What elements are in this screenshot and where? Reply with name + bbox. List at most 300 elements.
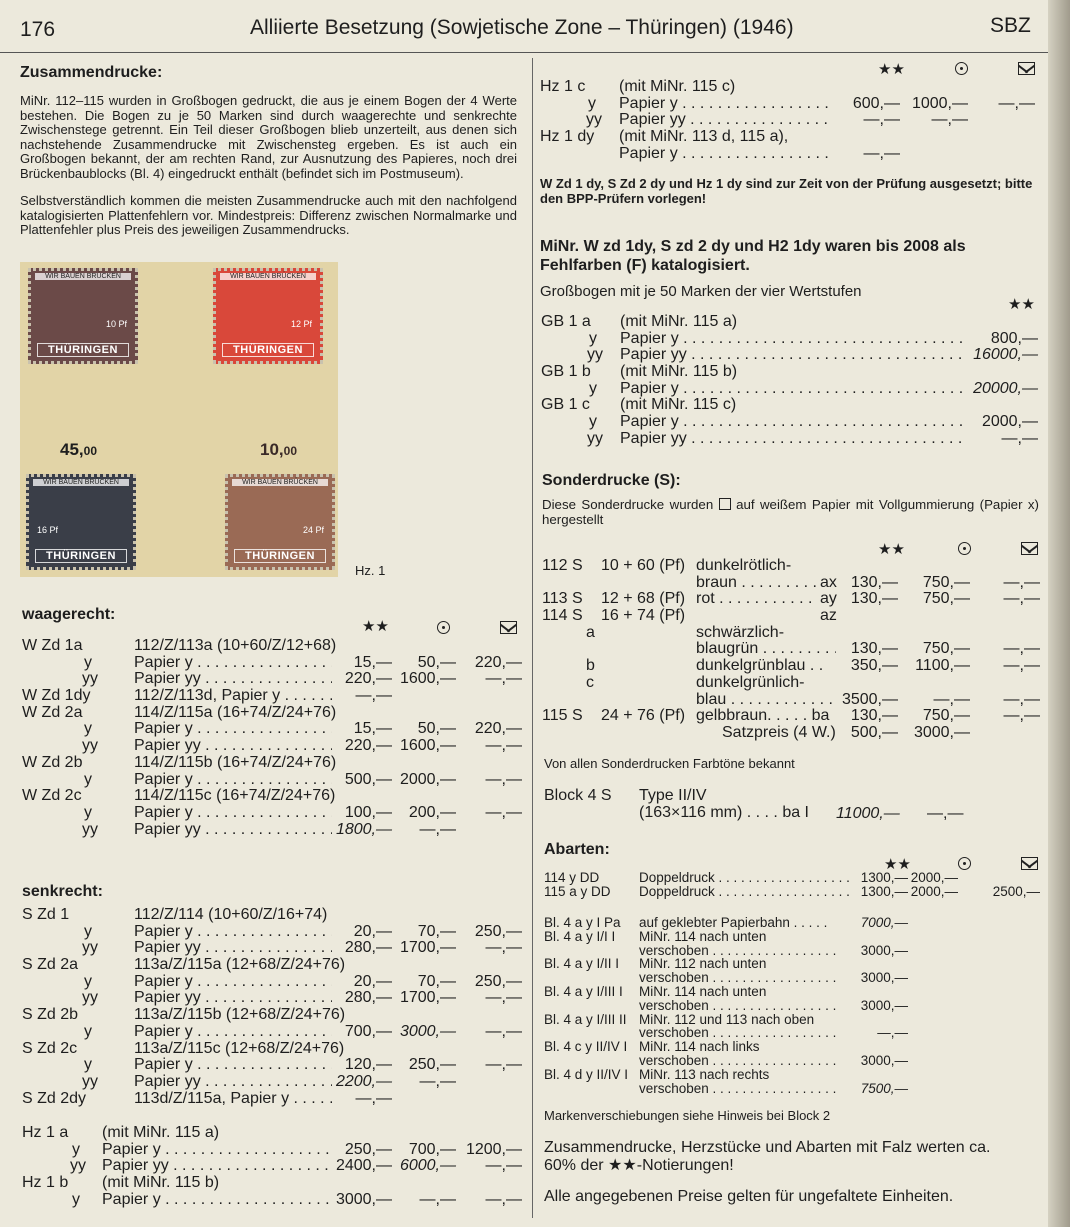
price-mint: 20000,— bbox=[973, 379, 1038, 397]
waagerecht-list bbox=[22, 638, 522, 838]
price-row bbox=[22, 788, 522, 805]
entry-desc: Papier y . . . bbox=[134, 772, 332, 789]
price-mint: 350,— bbox=[850, 657, 898, 675]
price-mint: 280,— bbox=[344, 989, 392, 1007]
entry-id: Bl. 4 a y I/II I bbox=[544, 956, 620, 972]
farbtoene-note: Von allen Sonderdrucken Farbtöne bekannt bbox=[544, 756, 795, 771]
entry-type: az bbox=[820, 607, 837, 625]
entry-desc: Papier y . . . bbox=[620, 331, 962, 348]
entry-desc: MiNr. 112 nach unten bbox=[639, 956, 767, 972]
section-label: SBZ bbox=[990, 14, 1031, 37]
stamp-block-photo bbox=[20, 262, 338, 577]
price-mint: 130,— bbox=[850, 573, 898, 591]
price-mint: 130,— bbox=[850, 707, 898, 725]
waagerecht-section bbox=[22, 606, 522, 838]
price-used: 1600,— bbox=[399, 737, 456, 755]
grossbogen-row bbox=[540, 381, 1040, 398]
price-row bbox=[22, 671, 522, 688]
entry-value: 16 + 74 (Pf) bbox=[601, 607, 686, 625]
entry-desc: (mit MiNr. 115 a) bbox=[102, 1124, 220, 1141]
price-used: 1000,— bbox=[911, 94, 968, 112]
stamp-name: THÜRINGEN bbox=[35, 549, 127, 563]
block-size: (163×116 mm) . . . . ba I bbox=[639, 803, 809, 821]
entry-desc: verschoben . . . bbox=[639, 999, 839, 1013]
entry-desc: Papier yy . . . bbox=[620, 347, 962, 364]
price-cover: 250,— bbox=[474, 922, 522, 940]
price-mint: 2400,— bbox=[335, 1157, 392, 1175]
grossbogen-row bbox=[540, 414, 1040, 431]
price-row bbox=[540, 146, 1040, 163]
mint-symbol: ★★ bbox=[362, 618, 389, 635]
price-left-cents: 00 bbox=[83, 444, 97, 458]
entry-id: Bl. 4 c y II/IV I bbox=[544, 1039, 628, 1055]
entry-id: yy bbox=[82, 939, 98, 957]
stamp-name: THÜRINGEN bbox=[234, 549, 326, 563]
price-mint: —,— bbox=[863, 144, 900, 162]
entry-desc: Papier y . . . bbox=[134, 721, 332, 738]
entry-desc: verschoben . . . bbox=[639, 944, 839, 958]
entry-desc: Papier y . . . bbox=[134, 1024, 332, 1041]
entry-desc: 112/Z/113d, Papier y . . . bbox=[134, 688, 332, 705]
zusammendrucke-paragraph-2: Selbstverständlich kommen die meisten Zusammendrucke auch mit den nachfolgend katalogisierten Plattenfehlern vor. Mindestpreis: Differenz zwischen Normalmarke und Plattenfehler plus Preis des jeweiligen Zusammendrucks. bbox=[20, 193, 517, 237]
entry-id: yy bbox=[82, 737, 98, 755]
price-cover: —,— bbox=[1003, 690, 1040, 708]
sonderdruck-row bbox=[542, 708, 1040, 725]
entry-id: S Zd 2c bbox=[22, 1039, 78, 1057]
sonderdruck-row bbox=[542, 641, 1040, 658]
ungefaltet-note: Alle angegebenen Preise gelten für ungefaltete Einheiten. bbox=[544, 1188, 954, 1205]
entry-desc: 113a/Z/115a (12+68/Z/24+76) bbox=[134, 956, 346, 974]
entry-id: yy bbox=[586, 111, 602, 129]
herzstueck-right-section bbox=[540, 79, 1040, 162]
price-cover: —,— bbox=[485, 670, 522, 688]
entry-desc: Papier yy . . . bbox=[134, 738, 332, 755]
abart-row bbox=[544, 957, 1040, 971]
sonderdrucke-text bbox=[542, 498, 1039, 527]
price-mint: 120,— bbox=[344, 1056, 392, 1074]
entry-color: dunkelgrünblau . . bbox=[696, 657, 824, 675]
senkrecht-section bbox=[22, 883, 522, 1107]
entry-color: dunkelgrünlich- bbox=[696, 673, 805, 691]
entry-id: y bbox=[72, 1140, 80, 1158]
circle-dot-icon bbox=[955, 62, 968, 79]
price-row bbox=[22, 721, 522, 738]
falz-note-part-b: -Notierungen! bbox=[636, 1157, 734, 1174]
entry-id: W Zd 2a bbox=[22, 703, 83, 721]
entry-desc: Papier y . . . bbox=[620, 381, 962, 398]
doppeldruck-row bbox=[544, 885, 1040, 899]
stamp-caption: WIR BAUEN BRÜCKEN bbox=[33, 479, 129, 486]
entry-desc: Papier y . . . bbox=[134, 924, 332, 941]
block-price-mint: 11000,— bbox=[836, 805, 900, 822]
entry-desc: (mit MiNr. 113 d, 115 a), bbox=[619, 128, 789, 146]
entry-type: ay bbox=[820, 590, 837, 608]
price-cover: 250,— bbox=[474, 972, 522, 990]
entry-desc: 113a/Z/115c (12+68/Z/24+76) bbox=[134, 1039, 345, 1057]
stamp-caption: WIR BAUEN BRÜCKEN bbox=[220, 273, 316, 280]
doppeldruck-list bbox=[544, 871, 1040, 899]
price-mint: 3000,— bbox=[860, 942, 908, 958]
price-cover: —,— bbox=[485, 939, 522, 957]
sonderdrucke-text-1: Diese Sonderdrucke wurden bbox=[542, 497, 714, 512]
mint-symbol: ★★ bbox=[1008, 296, 1035, 313]
price-mint: 15,— bbox=[353, 720, 392, 738]
entry-desc: Papier y . . . bbox=[134, 1057, 332, 1074]
price-cover: 1200,— bbox=[465, 1140, 522, 1158]
entry-id: b bbox=[586, 657, 595, 675]
page-header bbox=[0, 0, 1070, 53]
entry-desc: (mit MiNr. 115 a) bbox=[620, 313, 738, 330]
entry-desc: MiNr. 114 nach unten bbox=[639, 983, 767, 999]
price-used: 250,— bbox=[408, 1056, 456, 1074]
entry-id: Bl. 4 d y II/IV I bbox=[544, 1066, 629, 1082]
entry-id: y bbox=[84, 1022, 92, 1040]
entry-desc: verschoben . . . bbox=[639, 1054, 839, 1068]
entry-desc: (mit MiNr. 115 c) bbox=[620, 396, 737, 414]
page-title: Alliierte Besetzung (Sowjetische Zone – Thüringen) (1946) bbox=[250, 16, 794, 39]
price-row bbox=[22, 1091, 522, 1108]
price-row bbox=[540, 96, 1040, 113]
entry-desc: Papier yy . . . bbox=[620, 431, 962, 448]
price-mint: 1800,— bbox=[335, 820, 392, 838]
price-row bbox=[22, 974, 522, 991]
grossbogen-row bbox=[540, 347, 1040, 364]
price-mint: 220,— bbox=[344, 670, 392, 688]
entry-id: Bl. 4 a y I/III I bbox=[544, 983, 623, 999]
sonderdruck-row bbox=[542, 591, 1040, 608]
sonderdruck-row bbox=[542, 608, 1040, 625]
envelope-icon bbox=[1021, 542, 1038, 559]
intro-section bbox=[20, 64, 517, 238]
price-mint: —,— bbox=[863, 111, 900, 129]
grossbogen-row bbox=[540, 397, 1040, 414]
entry-id: 114 y DD bbox=[544, 870, 600, 885]
stamp-value: 12 Pf bbox=[290, 319, 312, 329]
senkrecht-list bbox=[22, 907, 522, 1107]
price-used: 70,— bbox=[417, 922, 456, 940]
entry-id: yy bbox=[82, 1072, 98, 1090]
entry-id: y bbox=[589, 329, 597, 347]
envelope-icon bbox=[500, 621, 517, 638]
price-used: —,— bbox=[931, 111, 968, 129]
block-price-used: —,— bbox=[927, 805, 964, 822]
price-cover: —,— bbox=[485, 989, 522, 1007]
price-used: 1100,— bbox=[915, 657, 970, 675]
entry-desc: Papier y . . . bbox=[102, 1192, 332, 1209]
price-cover: 2500,— bbox=[992, 883, 1040, 899]
entry-id: GB 1 a bbox=[541, 313, 591, 330]
entry-id: y bbox=[84, 720, 92, 738]
entry-id: c bbox=[586, 673, 594, 691]
price-mint: —,— bbox=[355, 1089, 392, 1107]
price-row bbox=[22, 805, 522, 822]
price-row bbox=[22, 940, 522, 957]
price-used: 3000,— bbox=[399, 1022, 456, 1040]
entry-desc: Papier y . . . bbox=[619, 96, 832, 113]
price-cover: —,— bbox=[485, 737, 522, 755]
price-row bbox=[22, 1007, 522, 1024]
price-row bbox=[22, 772, 522, 789]
sonderdruck-row bbox=[542, 692, 1040, 709]
entry-desc: (mit MiNr. 115 b) bbox=[102, 1174, 220, 1192]
entry-color: blaugrün . . . bbox=[696, 641, 836, 658]
block-4s-entry bbox=[544, 788, 1040, 828]
price-used: 2000,— bbox=[910, 883, 958, 899]
abart-row bbox=[544, 1013, 1040, 1027]
falz-note bbox=[544, 1139, 1044, 1175]
entry-id: GB 1 b bbox=[541, 363, 591, 381]
entry-id: 112 S bbox=[542, 557, 583, 574]
doppeldruck-row bbox=[544, 871, 1040, 885]
entry-desc: 114/Z/115b (16+74/Z/24+76) bbox=[134, 753, 337, 771]
price-used: 200,— bbox=[408, 803, 456, 821]
entry-id: y bbox=[84, 803, 92, 821]
price-used: 2000,— bbox=[399, 770, 456, 788]
abart-row bbox=[544, 1082, 1040, 1096]
abart-row bbox=[544, 1068, 1040, 1082]
entry-desc: Doppeldruck . . . bbox=[639, 871, 853, 885]
entry-id: S Zd 2b bbox=[22, 1006, 79, 1024]
price-row bbox=[22, 755, 522, 772]
price-row bbox=[22, 1158, 522, 1175]
entry-desc: Papier yy . . . bbox=[134, 671, 332, 688]
sonderdrucke-section bbox=[542, 472, 1039, 527]
entry-id: Hz 1 b bbox=[22, 1174, 69, 1192]
mint-symbol: ★★ bbox=[878, 61, 905, 78]
abarten-top-table bbox=[544, 871, 1040, 899]
price-mint: 15,— bbox=[353, 653, 392, 671]
price-cover: —,— bbox=[1003, 640, 1040, 658]
block-type: Type II/IV bbox=[639, 787, 707, 804]
price-cover: 220,— bbox=[474, 653, 522, 671]
abart-row bbox=[544, 1054, 1040, 1068]
entry-id: Bl. 4 a y I Pa bbox=[544, 915, 621, 930]
entry-desc: verschoben . . . bbox=[639, 971, 839, 985]
price-row bbox=[22, 1175, 522, 1192]
price-mint: 2200,— bbox=[335, 1072, 392, 1090]
price-mint: —,— bbox=[355, 687, 392, 705]
grossbogen-row bbox=[540, 364, 1040, 381]
price-used: 1700,— bbox=[399, 939, 456, 957]
entry-id: 115 S bbox=[542, 707, 583, 725]
price-row bbox=[22, 1057, 522, 1074]
entry-id: y bbox=[84, 922, 92, 940]
price-cover: —,— bbox=[998, 94, 1035, 112]
zusammendrucke-heading: Zusammendrucke: bbox=[20, 64, 163, 81]
herzstueck-left-list bbox=[22, 1125, 522, 1208]
price-used: —,— bbox=[419, 1190, 456, 1208]
price-row bbox=[22, 907, 522, 924]
entry-desc: Papier y . . . bbox=[102, 1142, 332, 1159]
price-used: 750,— bbox=[922, 590, 970, 608]
entry-id: S Zd 2a bbox=[22, 956, 79, 974]
entry-id: S Zd 1 bbox=[22, 906, 70, 923]
entry-desc: Papier yy . . . bbox=[134, 990, 332, 1007]
price-mint: 1300,— bbox=[860, 870, 908, 885]
verschiebung-list bbox=[544, 916, 1040, 1095]
entry-id: yy bbox=[587, 346, 603, 364]
falz-note-line-2 bbox=[544, 1157, 1044, 1175]
price-mint: 3000,— bbox=[860, 1052, 908, 1068]
abart-row bbox=[544, 1040, 1040, 1054]
entry-desc: Doppeldruck . . . bbox=[639, 885, 853, 899]
price-mint: 3000,— bbox=[860, 970, 908, 986]
stamp-value: 24 Pf bbox=[302, 525, 324, 535]
price-mint: 130,— bbox=[850, 640, 898, 658]
price-row bbox=[22, 1125, 522, 1142]
price-mint: 600,— bbox=[852, 94, 900, 112]
herzstueck-right-list bbox=[540, 79, 1040, 162]
price-mint: 220,— bbox=[344, 737, 392, 755]
entry-id: yy bbox=[82, 820, 98, 838]
price-cover: —,— bbox=[485, 1022, 522, 1040]
sonderdruck-row bbox=[542, 725, 1040, 742]
grossbogen-row bbox=[540, 431, 1040, 448]
entry-desc: Papier y . . . bbox=[620, 414, 962, 431]
price-mint: 7000,— bbox=[860, 915, 908, 930]
price-mint: —,— bbox=[877, 1025, 908, 1041]
herzstueck-left-section bbox=[22, 1125, 522, 1208]
stamp-24pf bbox=[225, 474, 335, 570]
entry-id: y bbox=[84, 972, 92, 990]
price-cover: —,— bbox=[1003, 657, 1040, 675]
price-row bbox=[22, 1142, 522, 1159]
abarten-heading: Abarten: bbox=[544, 841, 610, 858]
entry-desc: MiNr. 112 und 113 nach oben bbox=[639, 1011, 815, 1027]
entry-desc: Papier y . . . bbox=[134, 974, 332, 991]
entry-id: y bbox=[84, 770, 92, 788]
entry-desc: Papier y . . . bbox=[619, 146, 832, 163]
abart-row bbox=[544, 916, 1040, 930]
circle-dot-icon bbox=[437, 621, 450, 638]
price-mint: —,— bbox=[1001, 429, 1038, 447]
sonderdruck-row bbox=[542, 558, 1040, 575]
entry-desc: 112/Z/113a (10+60/Z/12+68) bbox=[134, 637, 337, 654]
entry-id: yy bbox=[82, 989, 98, 1007]
entry-value: 10 + 60 (Pf) bbox=[601, 557, 686, 574]
entry-desc: Papier yy . . . bbox=[619, 112, 832, 129]
abarten-table bbox=[544, 916, 1040, 1095]
price-mint: 700,— bbox=[344, 1022, 392, 1040]
price-row bbox=[22, 738, 522, 755]
price-row bbox=[22, 822, 522, 839]
senkrecht-heading: senkrecht: bbox=[22, 883, 103, 900]
entry-id: Bl. 4 a y I/I I bbox=[544, 928, 616, 944]
entry-color: schwärzlich- bbox=[696, 623, 785, 641]
entry-desc: 112/Z/114 (10+60/Z/16+74) bbox=[134, 906, 328, 923]
entry-id: W Zd 1a bbox=[22, 637, 83, 654]
entry-id: 114 S bbox=[542, 607, 583, 625]
price-row bbox=[22, 655, 522, 672]
price-row bbox=[22, 1192, 522, 1209]
price-label-right bbox=[260, 440, 297, 460]
entry-color: blau . . . bbox=[696, 692, 836, 709]
price-used: 3000,— bbox=[913, 723, 970, 741]
abart-row bbox=[544, 985, 1040, 999]
falz-note-line-1: Zusammendrucke, Herzstücke und Abarten mit Falz werten ca. bbox=[544, 1139, 991, 1156]
price-used: 750,— bbox=[922, 573, 970, 591]
entry-type: ax bbox=[820, 573, 837, 591]
entry-id: yy bbox=[587, 429, 603, 447]
price-cover: —,— bbox=[485, 803, 522, 821]
sonderdrucke-table bbox=[542, 558, 1040, 742]
price-row bbox=[540, 79, 1040, 96]
entry-value: 24 + 76 (Pf) bbox=[601, 707, 686, 725]
price-row bbox=[22, 957, 522, 974]
sonderdruck-row bbox=[542, 675, 1040, 692]
price-row bbox=[22, 1041, 522, 1058]
entry-id: y bbox=[589, 379, 597, 397]
price-cover: —,— bbox=[485, 1056, 522, 1074]
price-used: 2000,— bbox=[910, 870, 958, 885]
price-cover: —,— bbox=[485, 770, 522, 788]
price-used: 50,— bbox=[417, 653, 456, 671]
abart-row bbox=[544, 999, 1040, 1013]
price-used: 700,— bbox=[408, 1140, 456, 1158]
fehlfarben-heading: MiNr. W zd 1dy, S zd 2 dy und H2 1dy waren bis 2008 als Fehlfarben (F) katalogisiert. bbox=[540, 238, 966, 274]
abart-row bbox=[544, 1026, 1040, 1040]
entry-id: Hz 1 a bbox=[22, 1124, 69, 1141]
price-row bbox=[22, 705, 522, 722]
price-label-left bbox=[60, 440, 97, 460]
price-used: 6000,— bbox=[399, 1157, 456, 1175]
price-used: 1700,— bbox=[399, 989, 456, 1007]
circle-dot-icon bbox=[958, 542, 971, 559]
stamp-16pf bbox=[26, 474, 136, 570]
entry-desc: verschoben . . . bbox=[639, 1026, 839, 1040]
stamp-name: THÜRINGEN bbox=[222, 343, 314, 357]
entry-id: y bbox=[84, 653, 92, 671]
abart-row bbox=[544, 971, 1040, 985]
price-mint: 1300,— bbox=[860, 883, 908, 899]
entry-id: yy bbox=[70, 1157, 86, 1175]
entry-desc: auf geklebter Papierbahn . . . . . bbox=[639, 915, 828, 930]
entry-id: y bbox=[84, 1056, 92, 1074]
grossbogen-row bbox=[540, 331, 1040, 348]
price-mint: 500,— bbox=[850, 723, 898, 741]
stamp-value: 10 Pf bbox=[105, 319, 127, 329]
entry-desc: MiNr. 113 nach rechts bbox=[639, 1066, 770, 1082]
entry-desc: 113a/Z/115b (12+68/Z/24+76) bbox=[134, 1006, 346, 1024]
price-mint: 280,— bbox=[344, 939, 392, 957]
entry-desc: 114/Z/115c (16+74/Z/24+76) bbox=[134, 787, 336, 805]
entry-color: gelbbraun. . . . . ba bbox=[696, 707, 830, 725]
stamp-12pf bbox=[213, 268, 323, 364]
price-left-value: 45, bbox=[60, 440, 84, 459]
waagerecht-heading: waagerecht: bbox=[22, 606, 116, 623]
entry-id: 113 S bbox=[542, 590, 583, 608]
entry-id: W Zd 2c bbox=[22, 787, 82, 805]
entry-id: Hz 1 dy bbox=[540, 128, 595, 146]
sonderdrucke-list bbox=[542, 558, 1040, 742]
price-cover: —,— bbox=[485, 1190, 522, 1208]
entry-id: yy bbox=[82, 670, 98, 688]
price-row bbox=[22, 990, 522, 1007]
price-right-value: 10, bbox=[260, 440, 284, 459]
entry-desc: Papier y . . . bbox=[134, 655, 332, 672]
price-mint: 2000,— bbox=[981, 413, 1038, 431]
price-mint: 3500,— bbox=[841, 690, 898, 708]
entry-desc: 113d/Z/115a, Papier y . . . bbox=[134, 1091, 332, 1108]
price-used: —,— bbox=[419, 1072, 456, 1090]
price-row bbox=[22, 688, 522, 705]
price-used: 70,— bbox=[417, 972, 456, 990]
price-cover: —,— bbox=[1003, 707, 1040, 725]
grossbogen-list bbox=[540, 314, 1040, 448]
entry-id: W Zd 1dy bbox=[22, 687, 91, 705]
price-mint: 130,— bbox=[850, 590, 898, 608]
stamp-10pf bbox=[28, 268, 138, 364]
